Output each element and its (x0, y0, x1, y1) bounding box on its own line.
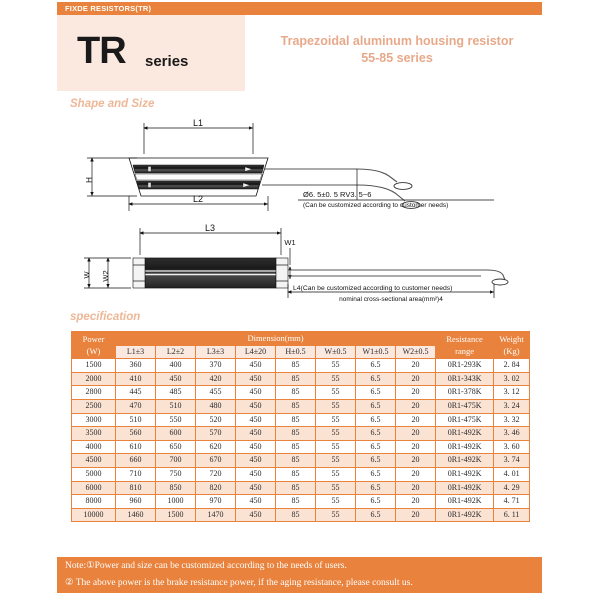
cell-w2: 20 (396, 386, 436, 400)
cell-l2: 600 (156, 427, 196, 441)
product-category-label: FIXDE RESISTORS(TR) (65, 4, 152, 13)
cell-w1: 6.5 (356, 359, 396, 373)
cell-power: 2000 (72, 372, 116, 386)
cell-weight: 4. 01 (494, 467, 530, 481)
footer-note-2: ② The above power is the brake resistance power, if the aging resistance, please consult us. (65, 578, 413, 588)
cell-l1: 660 (116, 454, 156, 468)
cell-h: 85 (276, 440, 316, 454)
cell-l3: 1470 (196, 508, 236, 522)
cell-w: 55 (316, 372, 356, 386)
cell-weight: 3. 32 (494, 413, 530, 427)
cell-power: 4000 (72, 440, 116, 454)
cell-weight: 6. 11 (494, 508, 530, 522)
cell-l4: 450 (236, 481, 276, 495)
dimension-label-l2: L2 (192, 194, 204, 204)
cell-l4: 450 (236, 427, 276, 441)
cell-w1: 6.5 (356, 454, 396, 468)
cell-l3: 370 (196, 359, 236, 373)
cell-resistance: 0R1-378K (436, 386, 494, 400)
cell-l3: 970 (196, 495, 236, 509)
cell-l2: 700 (156, 454, 196, 468)
cell-weight: 3. 24 (494, 399, 530, 413)
cell-power: 4500 (72, 454, 116, 468)
section-heading-shape-and-size: Shape and Size (70, 98, 155, 110)
specification-table-wrapper (71, 331, 529, 522)
cell-w2: 20 (396, 467, 436, 481)
footer-note-1: Note:①Power and size can be customized according to the needs of users. (65, 561, 347, 571)
cell-power: 3000 (72, 413, 116, 427)
col-header-h: H±0.5 (276, 345, 316, 359)
cell-l1: 470 (116, 399, 156, 413)
cell-l2: 400 (156, 359, 196, 373)
cell-h: 85 (276, 399, 316, 413)
table-row (72, 481, 530, 495)
cell-w2: 20 (396, 427, 436, 441)
cell-w2: 20 (396, 372, 436, 386)
cell-l1: 445 (116, 386, 156, 400)
cell-w1: 6.5 (356, 495, 396, 509)
cell-w: 55 (316, 495, 356, 509)
cell-l2: 750 (156, 467, 196, 481)
col-header-w2: W2±0.5 (396, 345, 436, 359)
cell-w: 55 (316, 467, 356, 481)
cell-l1: 710 (116, 467, 156, 481)
cell-w: 55 (316, 440, 356, 454)
cell-w: 55 (316, 413, 356, 427)
note-cross-section-area: nominal cross-sectional area(mm²)4 (339, 296, 443, 303)
col-header-l3: L3±3 (196, 345, 236, 359)
cell-l3: 420 (196, 372, 236, 386)
cell-w1: 6.5 (356, 508, 396, 522)
note-l4: L4(Can be customized according to customer needs) (293, 285, 453, 292)
dimension-label-w1: W1 (284, 238, 296, 247)
cell-weight: 3. 46 (494, 427, 530, 441)
col-header-power-line1: Power (82, 333, 105, 344)
cell-l4: 450 (236, 440, 276, 454)
cell-w2: 20 (396, 399, 436, 413)
table-row (72, 495, 530, 509)
cell-l3: 480 (196, 399, 236, 413)
cell-l1: 610 (116, 440, 156, 454)
cell-w: 55 (316, 481, 356, 495)
cell-w: 55 (316, 427, 356, 441)
cell-l4: 450 (236, 359, 276, 373)
cell-weight: 3. 02 (494, 372, 530, 386)
cell-power: 6000 (72, 481, 116, 495)
cell-l4: 450 (236, 399, 276, 413)
cell-resistance: 0R1-492K (436, 427, 494, 441)
cell-h: 85 (276, 508, 316, 522)
table-header-row-top (72, 332, 530, 346)
cell-w1: 6.5 (356, 481, 396, 495)
cell-h: 85 (276, 481, 316, 495)
cell-w: 55 (316, 508, 356, 522)
cell-l1: 810 (116, 481, 156, 495)
cell-weight: 2. 84 (494, 359, 530, 373)
cell-w1: 6.5 (356, 427, 396, 441)
col-header-weight-line1: Weight (499, 333, 524, 344)
cell-l2: 450 (156, 372, 196, 386)
cell-w1: 6.5 (356, 372, 396, 386)
footer-note-bar (57, 557, 542, 593)
cell-resistance: 0R1-492K (436, 508, 494, 522)
cell-w2: 20 (396, 359, 436, 373)
cell-w2: 20 (396, 440, 436, 454)
cell-l3: 620 (196, 440, 236, 454)
cell-w2: 20 (396, 481, 436, 495)
cell-resistance: 0R1-475K (436, 413, 494, 427)
cell-power: 1500 (72, 359, 116, 373)
dimension-label-w: W (82, 271, 91, 279)
dimension-label-l1: L1 (192, 118, 204, 128)
cell-l2: 850 (156, 481, 196, 495)
cell-w2: 20 (396, 508, 436, 522)
table-row (72, 399, 530, 413)
cell-h: 85 (276, 413, 316, 427)
cell-l4: 450 (236, 386, 276, 400)
col-header-dimension-group: Dimension(mm) (116, 332, 436, 346)
cell-w: 55 (316, 454, 356, 468)
dimension-label-w2: W2 (101, 270, 110, 282)
cell-l2: 1500 (156, 508, 196, 522)
cell-l2: 485 (156, 386, 196, 400)
col-header-weight-line2: (Kg) (503, 346, 520, 357)
cell-resistance: 0R1-492K (436, 454, 494, 468)
table-row (72, 467, 530, 481)
cell-resistance: 0R1-492K (436, 440, 494, 454)
series-code: TR (77, 30, 126, 72)
cell-resistance: 0R1-492K (436, 481, 494, 495)
cell-weight: 3. 12 (494, 386, 530, 400)
technical-drawing (57, 112, 543, 304)
cell-w1: 6.5 (356, 386, 396, 400)
cell-l4: 450 (236, 508, 276, 522)
dimension-label-l3: L3 (204, 223, 216, 233)
cell-w1: 6.5 (356, 413, 396, 427)
table-head (72, 332, 530, 359)
cell-l2: 510 (156, 399, 196, 413)
col-header-l1: L1±3 (116, 345, 156, 359)
cell-power: 8000 (72, 495, 116, 509)
cell-l1: 360 (116, 359, 156, 373)
top-header-bar (57, 2, 542, 15)
col-header-w: W±0.5 (316, 345, 356, 359)
cell-l4: 450 (236, 413, 276, 427)
cell-l1: 410 (116, 372, 156, 386)
cell-weight: 3. 60 (494, 440, 530, 454)
cell-power: 5000 (72, 467, 116, 481)
cell-resistance: 0R1-475K (436, 399, 494, 413)
cell-power: 3500 (72, 427, 116, 441)
col-header-resistance-line1: Resistance (446, 333, 483, 344)
table-body (72, 359, 530, 522)
cell-resistance: 0R1-293K (436, 359, 494, 373)
cell-w2: 20 (396, 495, 436, 509)
cell-h: 85 (276, 467, 316, 481)
col-header-resistance-line2: range (455, 346, 475, 357)
col-header-power (72, 332, 116, 359)
cell-l4: 450 (236, 467, 276, 481)
product-title-line-1: Trapezoidal aluminum housing resistor (280, 34, 514, 48)
cell-w: 55 (316, 386, 356, 400)
cell-l3: 455 (196, 386, 236, 400)
cell-w: 55 (316, 399, 356, 413)
cell-w2: 20 (396, 454, 436, 468)
cell-l2: 1000 (156, 495, 196, 509)
cell-h: 85 (276, 427, 316, 441)
cell-weight: 4. 71 (494, 495, 530, 509)
col-header-l2: L2±2 (156, 345, 196, 359)
dimension-label-h: H (85, 177, 94, 183)
table-row (72, 372, 530, 386)
cell-l3: 520 (196, 413, 236, 427)
note-diameter-spec: Ø6. 5±0. 5 RV3. 5~6 (303, 190, 372, 199)
cell-w1: 6.5 (356, 440, 396, 454)
table-row (72, 508, 530, 522)
col-header-l4: L4±20 (236, 345, 276, 359)
cell-w2: 20 (396, 413, 436, 427)
cell-resistance: 0R1-492K (436, 495, 494, 509)
cell-l4: 450 (236, 454, 276, 468)
cell-w1: 6.5 (356, 467, 396, 481)
cell-l3: 670 (196, 454, 236, 468)
product-title (252, 33, 542, 67)
cell-l3: 820 (196, 481, 236, 495)
cell-l3: 570 (196, 427, 236, 441)
table-row (72, 413, 530, 427)
table-row (72, 440, 530, 454)
cell-l2: 550 (156, 413, 196, 427)
cell-l2: 650 (156, 440, 196, 454)
series-word: series (145, 53, 189, 70)
note-custom-top: (Can be customized according to customer needs) (303, 202, 449, 209)
col-header-resistance (436, 332, 494, 359)
table-row (72, 359, 530, 373)
cell-h: 85 (276, 454, 316, 468)
cell-h: 85 (276, 386, 316, 400)
table-row (72, 454, 530, 468)
cell-resistance: 0R1-492K (436, 467, 494, 481)
cell-power: 2800 (72, 386, 116, 400)
col-header-power-line2: (W) (86, 346, 101, 357)
table-row (72, 427, 530, 441)
table-row (72, 386, 530, 400)
cell-l4: 450 (236, 495, 276, 509)
cell-l1: 560 (116, 427, 156, 441)
cell-l1: 960 (116, 495, 156, 509)
specification-table (71, 331, 530, 522)
series-logo-block (57, 15, 245, 91)
cell-l1: 510 (116, 413, 156, 427)
cell-l4: 450 (236, 372, 276, 386)
section-heading-specification: specification (70, 311, 141, 323)
cell-w: 55 (316, 359, 356, 373)
cell-l1: 1460 (116, 508, 156, 522)
cell-power: 2500 (72, 399, 116, 413)
cell-h: 85 (276, 359, 316, 373)
cell-h: 85 (276, 495, 316, 509)
cell-weight: 4. 29 (494, 481, 530, 495)
col-header-weight (494, 332, 530, 359)
cell-resistance: 0R1-343K (436, 372, 494, 386)
cell-l3: 720 (196, 467, 236, 481)
cell-h: 85 (276, 372, 316, 386)
product-title-line-2: 55-85 series (361, 51, 433, 65)
cell-power: 10000 (72, 508, 116, 522)
col-header-w1: W1±0.5 (356, 345, 396, 359)
cell-w1: 6.5 (356, 399, 396, 413)
cell-weight: 3. 74 (494, 454, 530, 468)
